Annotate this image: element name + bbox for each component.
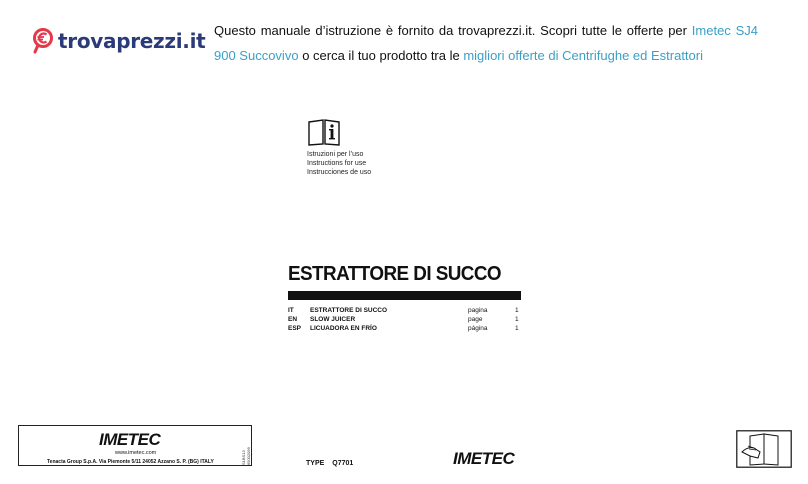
instructions-en: Instructions for use bbox=[307, 160, 367, 167]
intro-pre: Questo manuale d’istruzione è fornito da trovaprezzi.it. Scopri tutte le offerte per bbox=[214, 23, 687, 38]
toc-title: LICUADORA EN FRÍO bbox=[310, 325, 377, 332]
imetec-website: www.imetec.com bbox=[115, 450, 157, 456]
instructions-languages bbox=[307, 150, 371, 177]
title-divider-bar bbox=[288, 291, 521, 300]
company-address: Tenacta Group S.p.A. Via Piemonte 5/11 24052 Azzano S. P. (BG) ITALY bbox=[47, 459, 214, 465]
toc-row-esp[interactable] bbox=[288, 325, 522, 334]
toc-title: SLOW JUICER bbox=[310, 316, 356, 323]
euro-magnifier-icon bbox=[32, 28, 56, 54]
table-of-contents bbox=[288, 307, 522, 334]
book-info-icon bbox=[307, 118, 341, 151]
toc-page-word: página bbox=[468, 325, 488, 332]
intro-text bbox=[214, 18, 758, 68]
toc-page-word: pagina bbox=[468, 307, 488, 314]
toc-page-number: 1 bbox=[515, 307, 519, 314]
trovaprezzi-logo[interactable] bbox=[32, 28, 205, 54]
type-key: TYPE bbox=[306, 460, 325, 467]
document-code: S1BS13 65002099 bbox=[241, 447, 251, 465]
instructions-it: Istruzioni per l’uso bbox=[307, 151, 364, 158]
instructions-es: Instrucciones de uso bbox=[307, 169, 372, 176]
imetec-logo: IMETEC bbox=[99, 430, 161, 449]
imetec-logo-center: IMETEC bbox=[453, 449, 515, 468]
type-label bbox=[306, 460, 353, 467]
toc-row-it[interactable] bbox=[288, 307, 522, 316]
intro-mid: o cerca il tuo prodotto tra le bbox=[302, 48, 460, 63]
type-value: Q7701 bbox=[332, 460, 354, 467]
toc-lang-code: EN bbox=[288, 316, 298, 323]
toc-lang-code: IT bbox=[288, 307, 294, 314]
product-offers-link[interactable]: Imetec SJ4 900 Succovivo bbox=[214, 23, 758, 63]
toc-page-number: 1 bbox=[515, 325, 519, 332]
toc-page-word: page bbox=[468, 316, 483, 323]
toc-row-en[interactable] bbox=[288, 316, 522, 325]
category-offers-link[interactable]: migliori offerte di Centrifughe ed Estrattori bbox=[463, 48, 703, 63]
toc-title: ESTRATTORE DI SUCCO bbox=[310, 307, 388, 314]
toc-page-number: 1 bbox=[515, 316, 519, 323]
read-manual-icon bbox=[736, 430, 792, 473]
toc-lang-code: ESP bbox=[288, 325, 302, 332]
document-title: ESTRATTORE DI SUCCO bbox=[288, 262, 502, 285]
imetec-address-box bbox=[18, 425, 252, 466]
logo-text: trovaprezzi.it bbox=[58, 29, 206, 53]
